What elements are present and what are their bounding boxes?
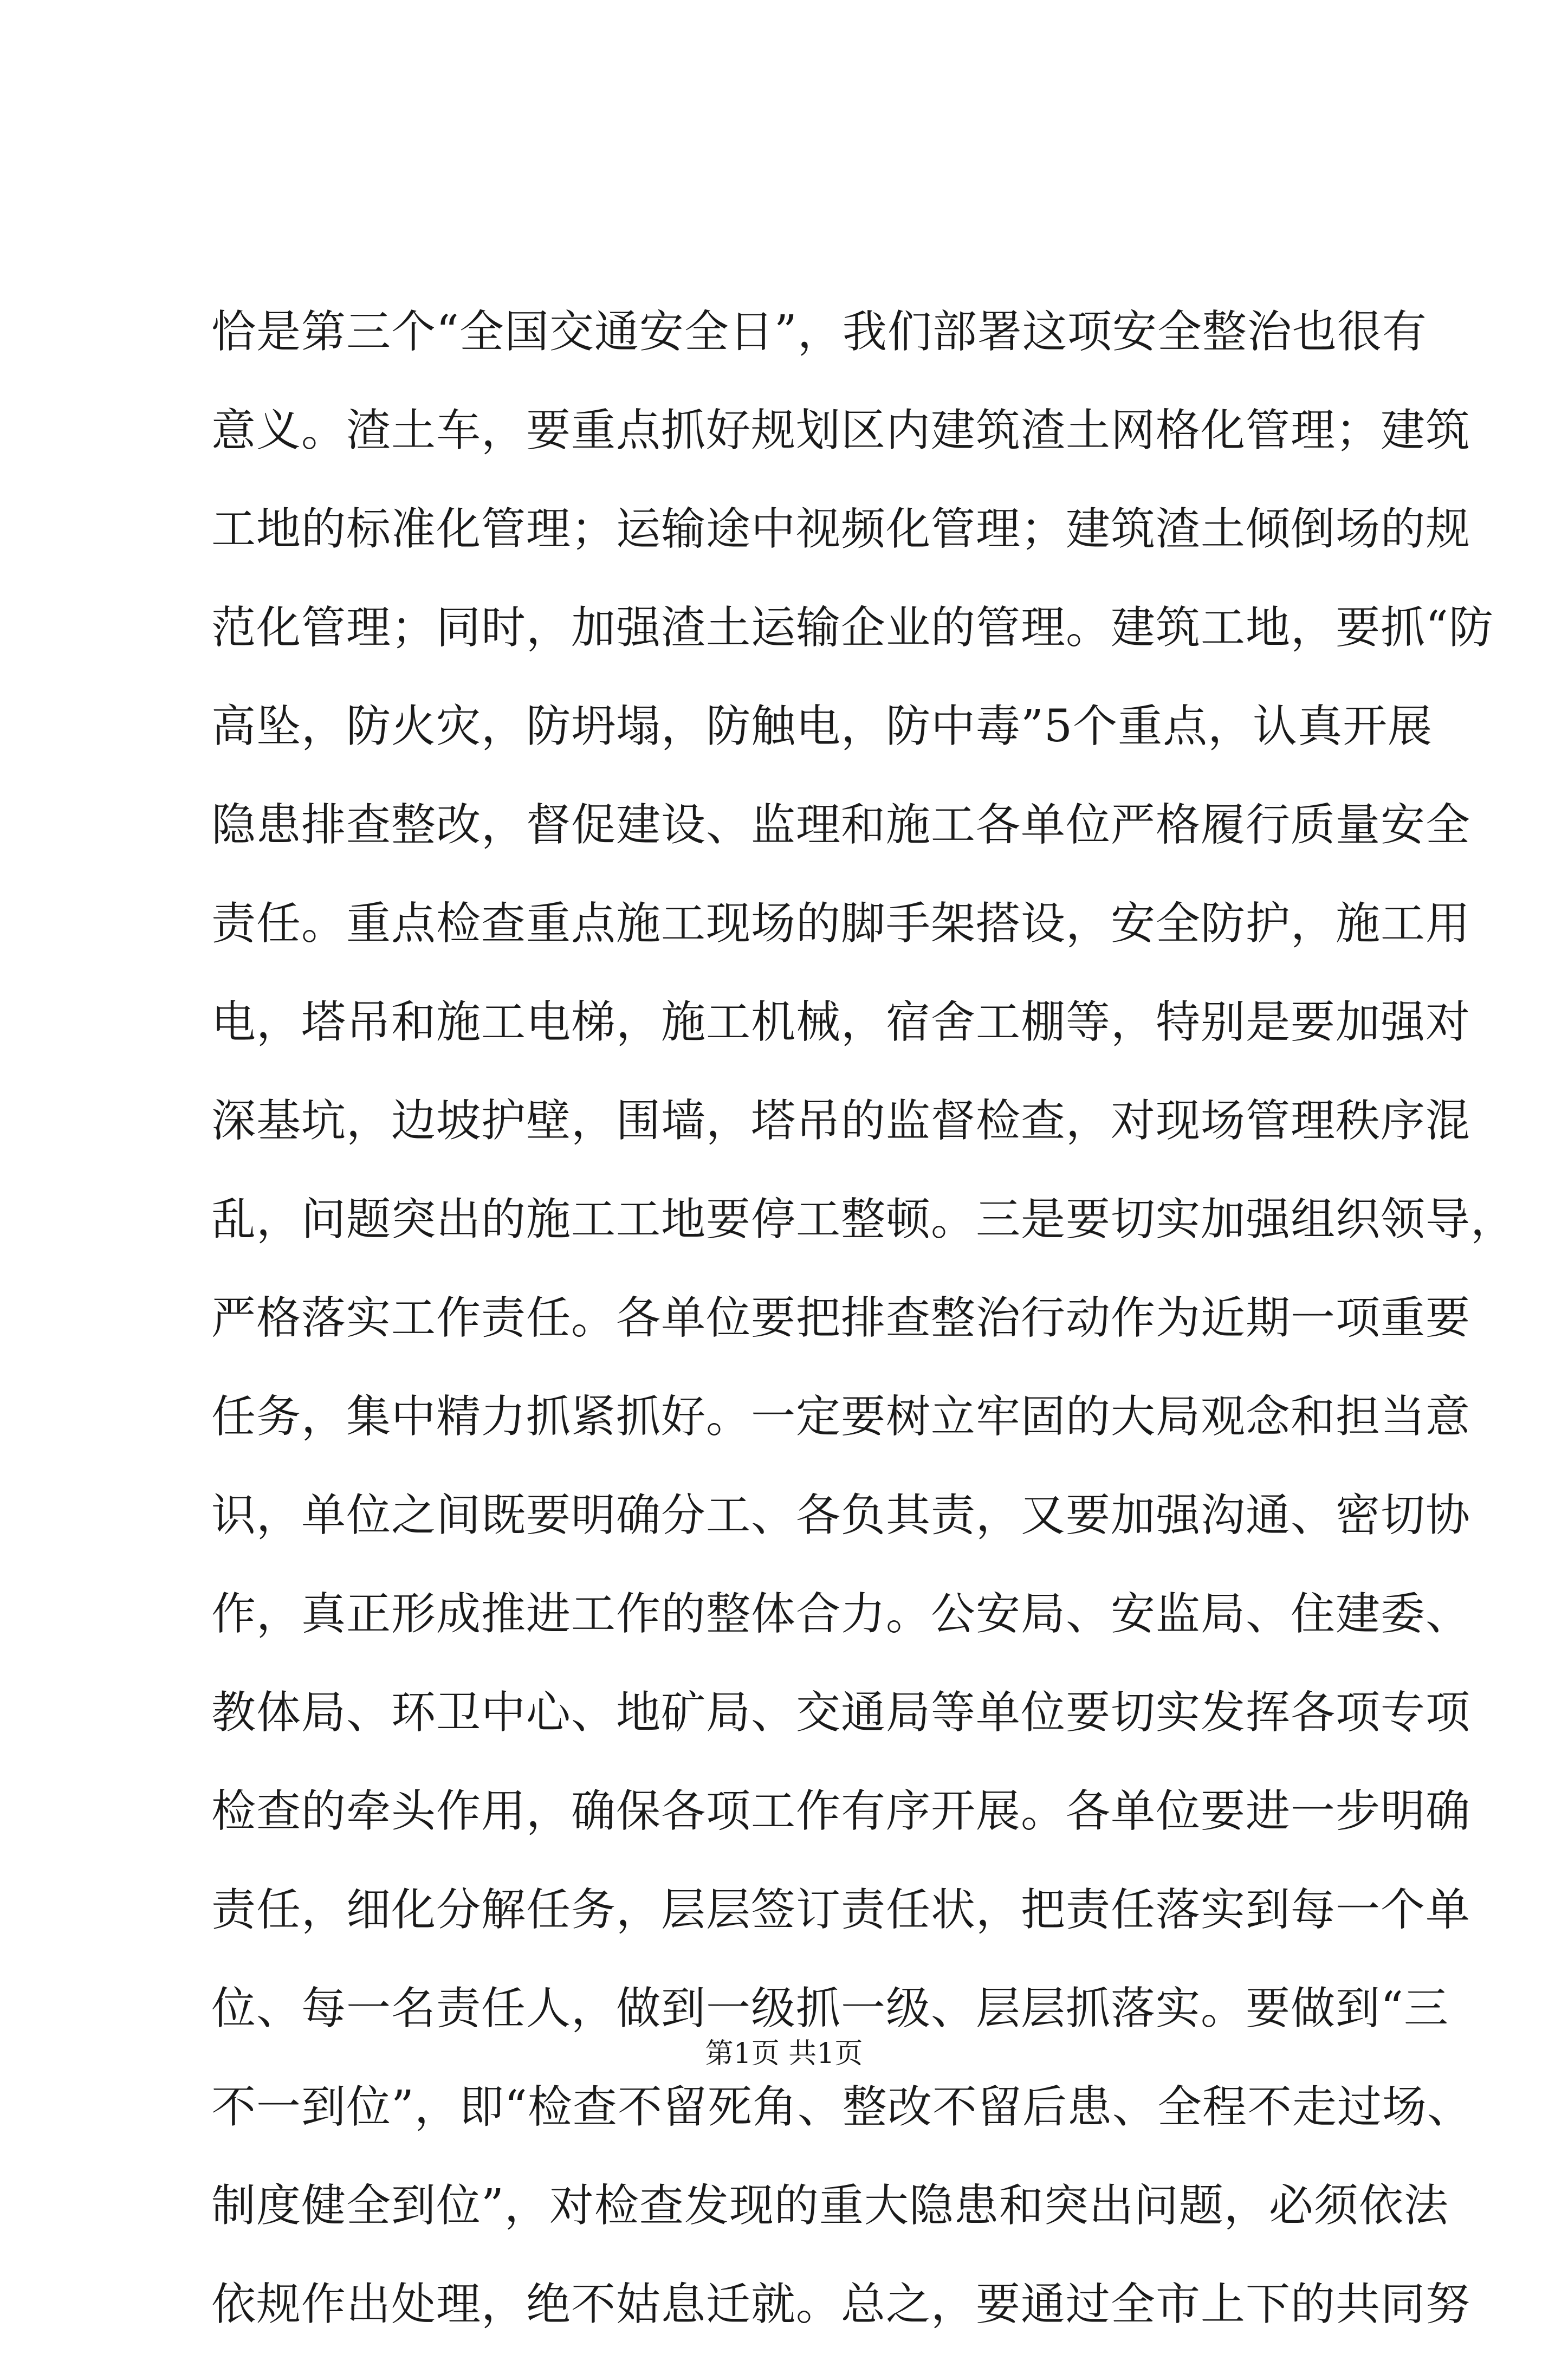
text-line-16: 检查的牵头作用，确保各项工作有序开展。各单位要进一步明确	[211, 1786, 1471, 1837]
text-line-19: 不一到位”，即“检查不留死角、整改不留后患、全程不走过场、	[211, 2081, 1472, 2133]
text-line-3: 工地的标准化管理；运输途中视频化管理；建筑渣土倾倒场的规	[211, 503, 1471, 555]
text-line-21: 依规作出处理，绝不姑息迁就。总之，要通过全市上下的共同努	[211, 2279, 1471, 2330]
page-footer	[0, 2035, 1568, 2073]
text-line-14: 作，真正形成推进工作的整体合力。公安局、安监局、住建委、	[211, 1588, 1471, 1640]
text-line-18: 位、每一名责任人，做到一级抓一级、层层抓落实。要做到“三	[211, 1983, 1449, 2034]
page-number-label: 第1页 共1页	[705, 2038, 863, 2070]
text-line-7: 责任。重点检查重点施工现场的脚手架搭设，安全防护，施工用	[211, 898, 1471, 949]
text-line-5: 高坠，防火灾，防坍塌，防触电，防中毒”5个重点，认真开展	[211, 701, 1433, 752]
text-line-8: 电，塔吊和施工电梯，施工机械，宿舍工棚等，特别是要加强对	[211, 997, 1471, 1048]
text-line-20: 制度健全到位”，对检查发现的重大隐患和突出问题，必须依法	[211, 2180, 1449, 2232]
text-line-15: 教体局、环卫中心、地矿局、交通局等单位要切实发挥各项专项	[211, 1687, 1471, 1738]
text-line-13: 识，单位之间既要明确分工、各负其责，又要加强沟通、密切协	[211, 1490, 1471, 1541]
text-line-11: 严格落实工作责任。各单位要把排查整治行动作为近期一项重要	[211, 1292, 1471, 1344]
text-line-9: 深基坑，边坡护壁，围墙，塔吊的监督检查，对现场管理秩序混	[211, 1095, 1471, 1147]
text-line-6: 隐患排查整改，督促建设、监理和施工各单位严格履行质量安全	[211, 799, 1471, 851]
text-line-17: 责任，细化分解任务，层层签订责任状，把责任落实到每一个单	[211, 1884, 1471, 1936]
text-line-4: 范化管理；同时，加强渣土运输企业的管理。建筑工地，要抓“防	[211, 602, 1494, 654]
text-line-2: 意义。渣土车，要重点抓好规划区内建筑渣土网格化管理；建筑	[211, 405, 1471, 456]
text-line-10: 乱，问题突出的施工工地要停工整顿。三是要切实加强组织领导，	[211, 1194, 1516, 1245]
text-line-12: 任务，集中精力抓紧抓好。一定要树立牢固的大局观念和担当意	[211, 1391, 1471, 1443]
text-line-1: 恰是第三个“全国交通安全日”，我们部署这项安全整治也很有	[211, 306, 1427, 358]
